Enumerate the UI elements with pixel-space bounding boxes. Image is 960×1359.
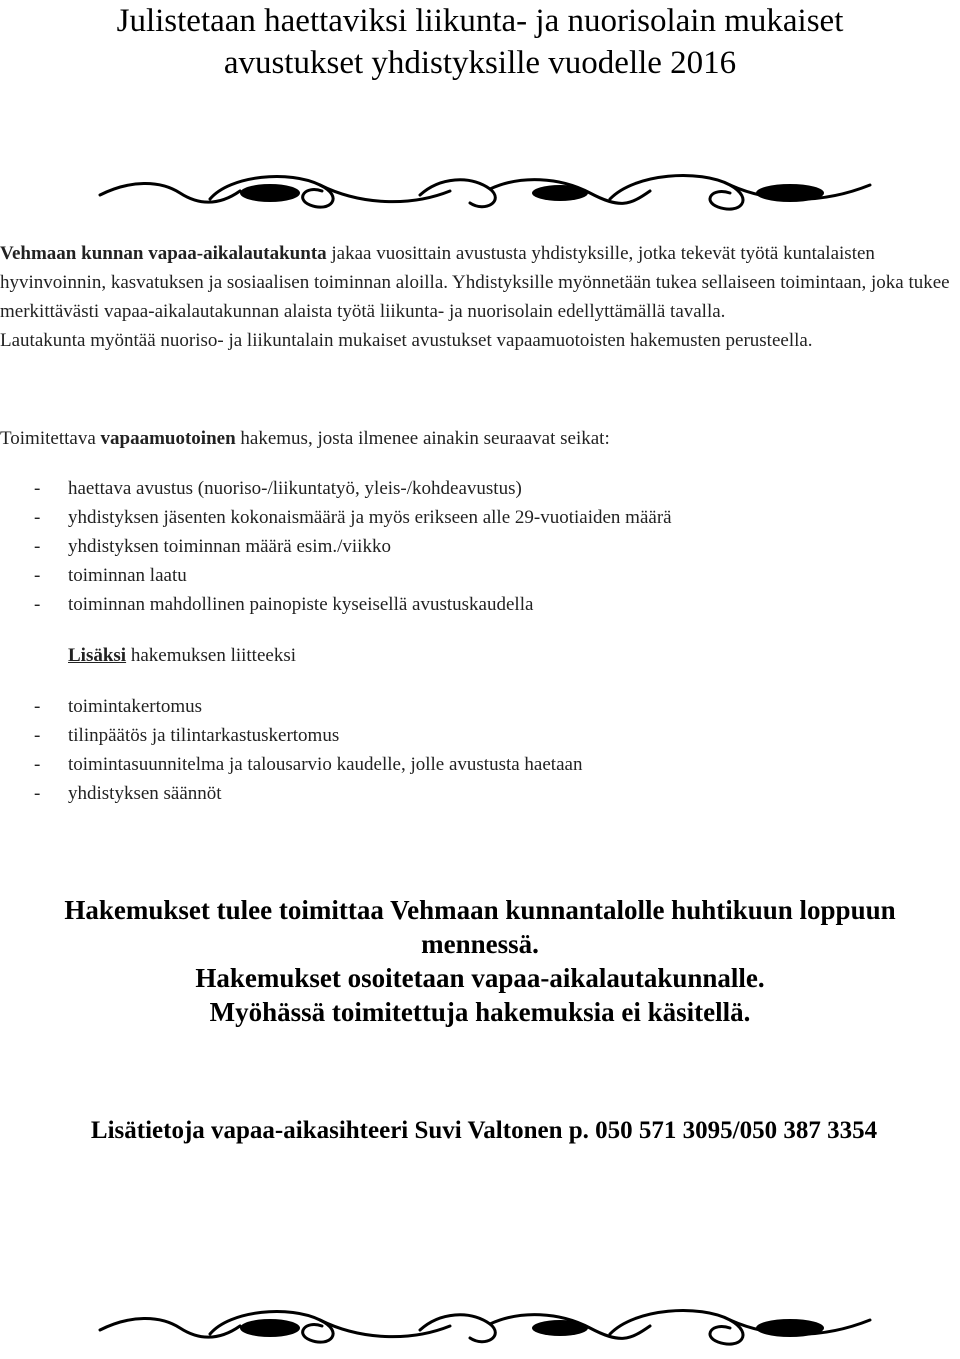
- notice-line-3: Hakemukset osoitetaan vapaa-aikalautakunnalle.: [195, 963, 765, 993]
- list-item-text: toimintakertomus: [68, 696, 203, 717]
- list-item-text: toiminnan laatu: [68, 565, 187, 586]
- page-title: [0, 0, 960, 84]
- deadline-notice: [0, 893, 960, 1029]
- attachments-heading-rest: hakemuksen liitteeksi: [126, 645, 296, 666]
- lead-text-start: Toimitettava: [0, 428, 101, 449]
- list-dash: -: [34, 754, 41, 775]
- attachments-heading-bold: Lisäksi: [68, 645, 127, 666]
- list-item: [0, 750, 960, 779]
- list-item: [0, 474, 960, 503]
- notice-line-1: Hakemukset tulee toimittaa Vehmaan kunnantalolle huhtikuun loppuun: [64, 895, 896, 925]
- notice-line-4: Myöhässä toimitettuja hakemuksia ei käsitellä.: [209, 997, 751, 1027]
- attachments-list: [0, 692, 960, 808]
- list-item: [0, 561, 960, 590]
- list-dash: -: [34, 783, 41, 804]
- list-item-text: yhdistyksen säännöt: [68, 783, 222, 804]
- list-item-text: yhdistyksen toiminnan määrä esim./viikko: [68, 536, 391, 557]
- list-item: [0, 692, 960, 721]
- notice-line-2: mennessä.: [421, 929, 539, 959]
- intro-paragraph-1-body: jakaa vuosittain avustusta yhdistyksille, jotka tekevät työtä kuntalaisten hyvinvoinnin, kasvatuksen ja sosiaalisen toiminnan aloilla. Yhdistyksille myönnetään tukea sellaiseen toimintaan, joka tukee merkittävästi vapaa-aikalautakunnan alaista työtä liikunta- ja nuorisolain edellyttämällä tavalla.: [0, 243, 950, 322]
- lead-text-bold: vapaamuotoinen: [100, 428, 236, 449]
- list-dash: -: [34, 536, 41, 557]
- list-dash: -: [34, 507, 41, 528]
- list-item-text: toiminnan mahdollinen painopiste kyseisellä avustuskaudella: [68, 594, 534, 615]
- intro-paragraph-2: Lautakunta myöntää nuoriso- ja liikuntalain mukaiset avustukset vapaamuotoisten hakemusten perusteella.: [0, 330, 813, 351]
- contact-info: Lisätietoja vapaa-aikasihteeri Suvi Valtonen p. 050 571 3095/050 387 3354: [90, 1117, 878, 1144]
- list-dash: -: [34, 725, 41, 746]
- list-dash: -: [34, 696, 41, 717]
- attachments-heading: [68, 641, 296, 670]
- list-item: [0, 503, 960, 532]
- organization-name: Vehmaan kunnan vapaa-aikalautakunta: [0, 243, 327, 264]
- list-dash: -: [34, 565, 41, 586]
- title-line-2: avustukset yhdistyksille vuodelle 2016: [223, 45, 737, 81]
- list-item: [0, 532, 960, 561]
- lead-text-end: hakemus, josta ilmenee ainakin seuraavat seikat:: [235, 428, 610, 449]
- title-line-1: Julistetaan haettaviksi liikunta- ja nuorisolain mukaiset: [116, 3, 844, 39]
- list-item-text: haettava avustus (nuoriso-/liikuntatyö, yleis-/kohdeavustus): [68, 478, 522, 499]
- list-dash: -: [34, 594, 41, 615]
- list-item-text: tilinpäätös ja tilintarkastuskertomus: [68, 725, 340, 746]
- list-item: [0, 590, 960, 619]
- list-item: [0, 779, 960, 808]
- list-dash: -: [34, 478, 41, 499]
- intro-text: [0, 239, 960, 355]
- list-item-text: toimintasuunnitelma ja talousarvio kaudelle, jolle avustusta haetaan: [68, 754, 583, 775]
- requirements-list: [0, 474, 960, 619]
- requirements-lead: [0, 424, 960, 453]
- list-item-text: yhdistyksen jäsenten kokonaismäärä ja myös erikseen alle 29-vuotiaiden määrä: [68, 507, 672, 528]
- list-item: [0, 721, 960, 750]
- intro-paragraph-1: [0, 239, 960, 326]
- scroll-ornament-top: [90, 155, 880, 225]
- scroll-ornament-bottom: [90, 1290, 880, 1359]
